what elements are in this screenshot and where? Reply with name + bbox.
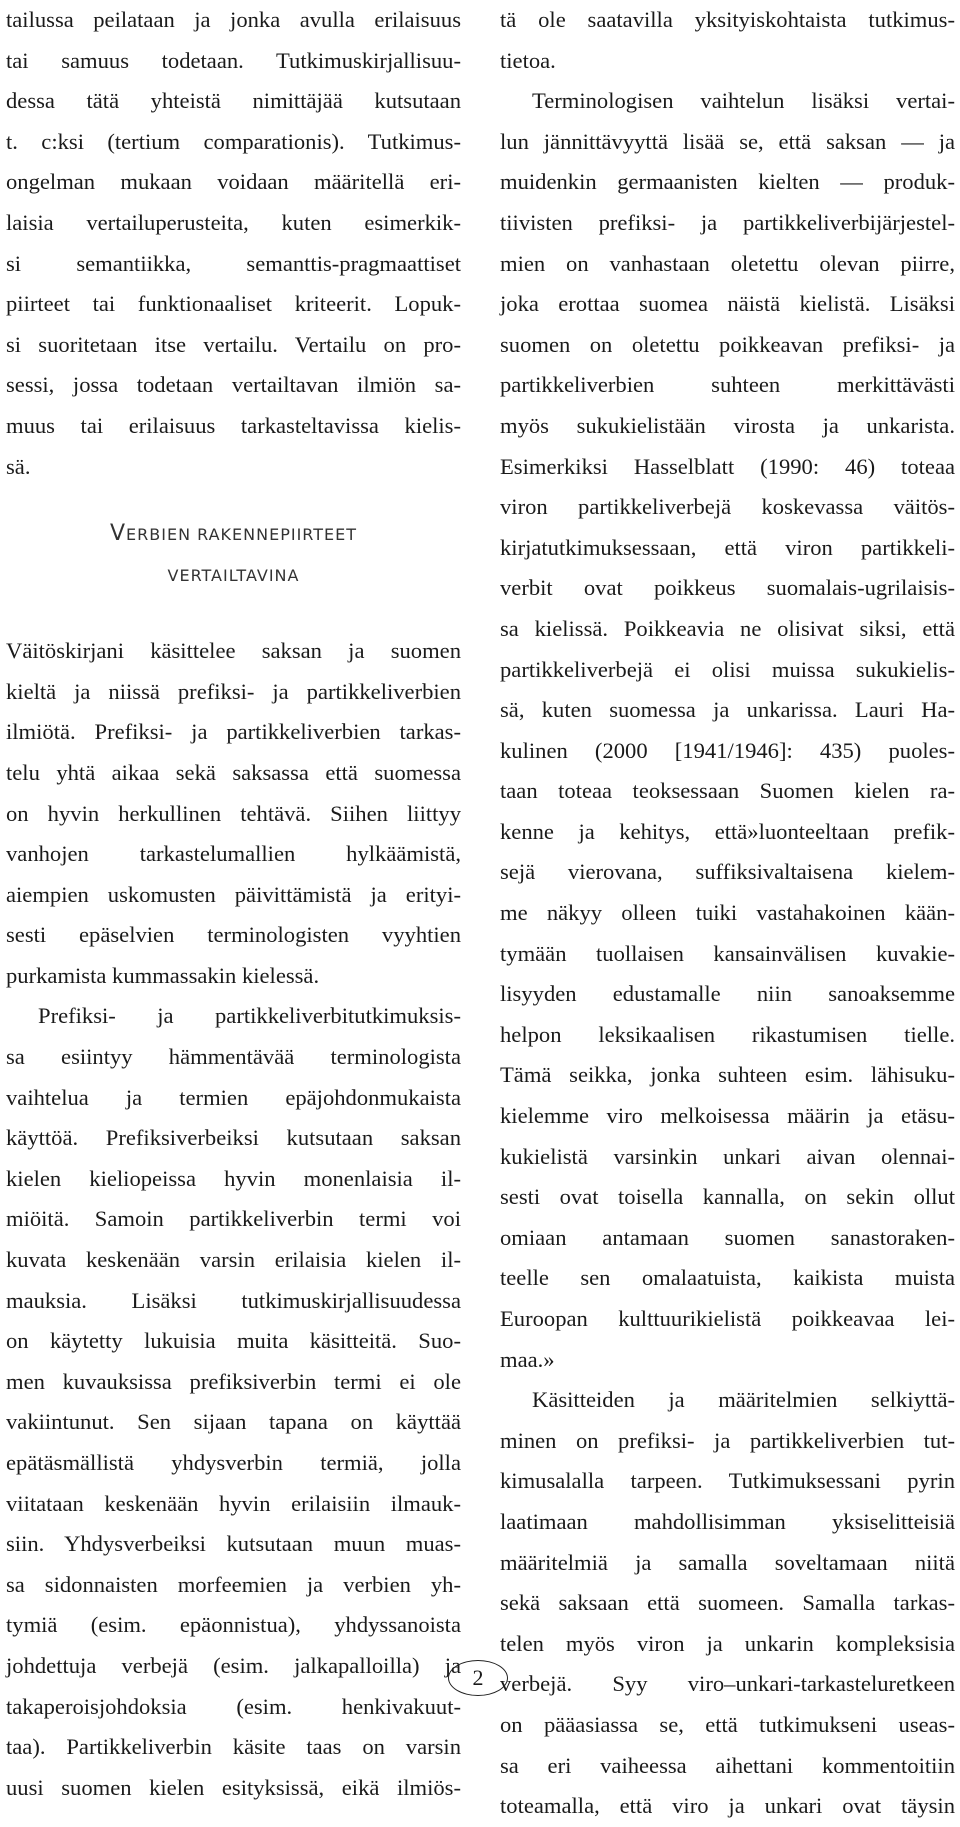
text-line: sesti epäselvien terminologisten vyyhtien — [6, 922, 461, 948]
text-line: Käsitteiden ja määritelmien selkiyttä- — [532, 1387, 955, 1413]
section-heading-line1: VERBIEN RAKENNEPIIRTEET — [109, 521, 357, 547]
section-heading-line2: VERTAILTAVINA — [167, 566, 300, 586]
text-line: helpon leksikaalisen rikastumisen tielle. — [500, 1021, 955, 1047]
text-line: sa eri vaiheessa aihettani kommentoitiin — [500, 1752, 955, 1778]
text-line: viitataan keskenään hyvin erilaisiin ilmauk- — [6, 1490, 461, 1516]
paragraph-continuation — [500, 0, 955, 81]
text-line: sa esiintyy hämmentävää terminologista — [6, 1044, 461, 1070]
text-line: purkamista kummassakin kielessä. — [6, 962, 320, 988]
paragraph-intro — [6, 0, 461, 487]
text-line: on pääasiassa se, että tutkimukseni useas- — [500, 1711, 955, 1737]
text-line: si semantiikka, semanttis-pragmaattiset — [6, 250, 461, 276]
text-line: tailussa peilataan ja jonka avulla erilaisuus — [6, 7, 461, 32]
text-line: miöitä. Samoin partikkeliverbin termi voi — [6, 1206, 461, 1232]
text-line: vanhojen tarkastelumallien hylkäämistä, — [6, 841, 461, 867]
text-line: sä, kuten suomessa ja unkarissa. Lauri Ha- — [500, 697, 955, 723]
text-line: omiaan antamaan suomen sanastoraken- — [500, 1224, 955, 1250]
text-line: si suoritetaan itse vertailu. Vertailu on pro- — [6, 331, 461, 357]
text-line: on käytetty lukuisia muita käsitteitä. Suo- — [6, 1328, 461, 1354]
text-line: minen on prefiksi- ja partikkeliverbien tut- — [500, 1427, 955, 1453]
text-line: viron partikkeliverbejä koskevassa väitös- — [500, 494, 955, 520]
text-line: telu yhtä aikaa sekä saksassa että suomessa — [6, 759, 461, 785]
text-line: muus tai erilaisuus tarkasteltavissa kielis- — [6, 412, 461, 438]
text-line: tä ole saatavilla yksityiskohtaista tutkimus- — [500, 7, 955, 32]
text-line: Tämä seikka, jonka suhteen esim. lähisuku- — [500, 1062, 955, 1088]
text-line: määritelmiä ja samalla soveltamaan niitä — [500, 1549, 955, 1575]
text-line: takaperoisjohdoksia (esim. henkivakuut- — [6, 1693, 461, 1719]
text-line: partikkeliverbejä ei olisi muissa sukukielis- — [500, 656, 955, 682]
text-line: verbit ovat poikkeus suomalais-ugrilaisis- — [500, 575, 955, 601]
text-line: t. c:ksi (tertium comparationis). Tutkimus- — [6, 128, 461, 154]
text-line: siin. Yhdysverbeiksi kutsutaan muun muas- — [6, 1531, 461, 1557]
text-line: toteamalla, että viro ja unkari ovat täysin — [500, 1793, 955, 1819]
paragraph-terminology — [6, 996, 461, 1808]
text-line: suomen on oletettu poikkeavan prefiksi- ja — [500, 331, 955, 357]
text-line: epätäsmällistä yhdysverbin termiä, jolla — [6, 1450, 461, 1475]
paragraph-dissertation — [6, 631, 461, 996]
text-line: tietoa. — [500, 47, 556, 73]
text-line: tymään tuollaisen kansainvälisen kuvakie- — [500, 940, 955, 966]
text-line: kimusalalla tarpeen. Tutkimuksessani pyrin — [500, 1468, 955, 1494]
right-column — [500, 0, 955, 1827]
section-heading — [6, 509, 461, 593]
text-line: aiempien uskomusten päivittämistä ja erityi- — [6, 881, 461, 907]
text-line: sa sidonnaisten morfeemien ja verbien yh- — [6, 1571, 461, 1597]
text-line: partikkeliverbien suhteen merkittävästi — [500, 372, 955, 398]
text-line: Prefiksi- ja partikkeliverbitutkimuksis- — [38, 1003, 461, 1029]
text-line: me näkyy olleen tuiki vastahakoinen kään- — [500, 900, 955, 926]
text-line: uusi suomen kielen esityksissä, eikä ilmiös- — [6, 1774, 461, 1800]
text-line: mauksia. Lisäksi tutkimuskirjallisuudessa — [6, 1287, 461, 1313]
text-line: on hyvin herkullinen tehtävä. Siihen liittyy — [6, 800, 461, 826]
text-line: sessi, jossa todetaan vertailtavan ilmiön sa- — [6, 372, 461, 398]
text-line: Esimerkiksi Hasselblatt (1990: 46) toteaa — [500, 453, 955, 479]
paragraph-definitions — [500, 1380, 955, 1827]
text-line: sä. — [6, 453, 31, 479]
text-line: Väitöskirjani käsittelee saksan ja suomen — [6, 638, 461, 664]
text-line: kukielistä varsinkin unkari aivan olennai- — [500, 1143, 955, 1169]
text-line: kulinen (2000 [1941/1946]: 435) puoles- — [500, 737, 955, 763]
text-line: taan toteaa teoksessaan Suomen kielen ra- — [500, 778, 955, 804]
text-line: lun jännittävyyttä lisää se, että saksan — ja — [500, 128, 955, 154]
text-line: Euroopan kulttuurikielistä poikkeavaa lei- — [500, 1306, 955, 1331]
text-line: teelle sen omalaatuista, kaikista muista — [500, 1265, 955, 1291]
text-line: sekä saksaan että suomeen. Samalla tarkas- — [500, 1590, 955, 1616]
text-line: käyttöä. Prefiksiverbeiksi kutsutaan saksan — [6, 1125, 461, 1151]
text-line: telen myös viron ja unkarin kompleksisia — [500, 1630, 955, 1656]
paragraph-variation — [500, 81, 955, 1380]
text-line: joka erottaa suomea näistä kielistä. Lisäksi — [500, 291, 955, 317]
text-line: Terminologisen vaihtelun lisäksi vertai- — [532, 88, 955, 114]
text-line: tai samuus todetaan. Tutkimuskirjallisuu- — [6, 47, 461, 73]
text-line: muidenkin germaanisten kielten — produk- — [500, 169, 955, 195]
text-line: kielen kieliopeissa hyvin monenlaisia il- — [6, 1165, 461, 1191]
text-line: kuvata keskenään varsin erilaisia kielen il- — [6, 1247, 461, 1273]
text-line: ongelman mukaan voidaan määritellä eri- — [6, 169, 461, 195]
left-column — [6, 0, 461, 1808]
text-line: sejä vierovana, suffiksivaltaisena kielem- — [500, 859, 955, 885]
page-number: 2 — [448, 1660, 508, 1696]
text-line: tymiä (esim. epäonnistua), yhdyssanoista — [6, 1612, 461, 1638]
text-line: myös sukukielistään virosta ja unkarista. — [500, 412, 955, 438]
text-line: dessa tätä yhteistä nimittäjää kutsutaan — [6, 88, 461, 114]
text-line: kenne ja kehitys, että»luonteeltaan prefik- — [500, 818, 955, 844]
text-line: laatimaan mahdollisimman yksiselitteisiä — [500, 1508, 955, 1534]
text-line: kirjatutkimuksessaan, että viron partikkeli- — [500, 534, 955, 560]
text-line: kieltä ja niissä prefiksi- ja partikkeliverbien — [6, 678, 461, 704]
text-line: verbejä. Syy viro–unkari-tarkasteluretkeen — [500, 1671, 955, 1697]
text-line: tiivisten prefiksi- ja partikkeliverbijärjestel- — [500, 209, 955, 235]
text-line: mien on vanhastaan oletettu olevan piirre, — [500, 250, 955, 276]
text-line: sesti ovat toisella kannalla, on sekin ollut — [500, 1184, 955, 1210]
text-line: laisia vertailuperusteita, kuten esimerkik- — [6, 209, 461, 235]
text-line: ilmiötä. Prefiksi- ja partikkeliverbien tarkas- — [6, 719, 461, 745]
text-line: vakiintunut. Sen sijaan tapana on käyttää — [6, 1409, 461, 1435]
text-line: piirteet tai funktionaaliset kriteerit. Lopuk- — [6, 291, 461, 317]
text-line: taa). Partikkeliverbin käsite taas on varsin — [6, 1734, 461, 1760]
text-line: johdettuja verbejä (esim. jalkapalloilla) ja — [6, 1652, 461, 1678]
text-line: sa kielissä. Poikkeavia ne olisivat siksi, että — [500, 615, 955, 641]
text-line: maa.» — [500, 1346, 555, 1372]
text-line: vaihtelua ja termien epäjohdonmukaista — [6, 1084, 461, 1110]
text-line: kielemme viro melkoisessa määrin ja etäsu- — [500, 1103, 955, 1129]
text-line: lisyyden edustamalle niin sanoaksemme — [500, 981, 955, 1007]
text-line: men kuvauksissa prefiksiverbin termi ei ole — [6, 1368, 461, 1394]
